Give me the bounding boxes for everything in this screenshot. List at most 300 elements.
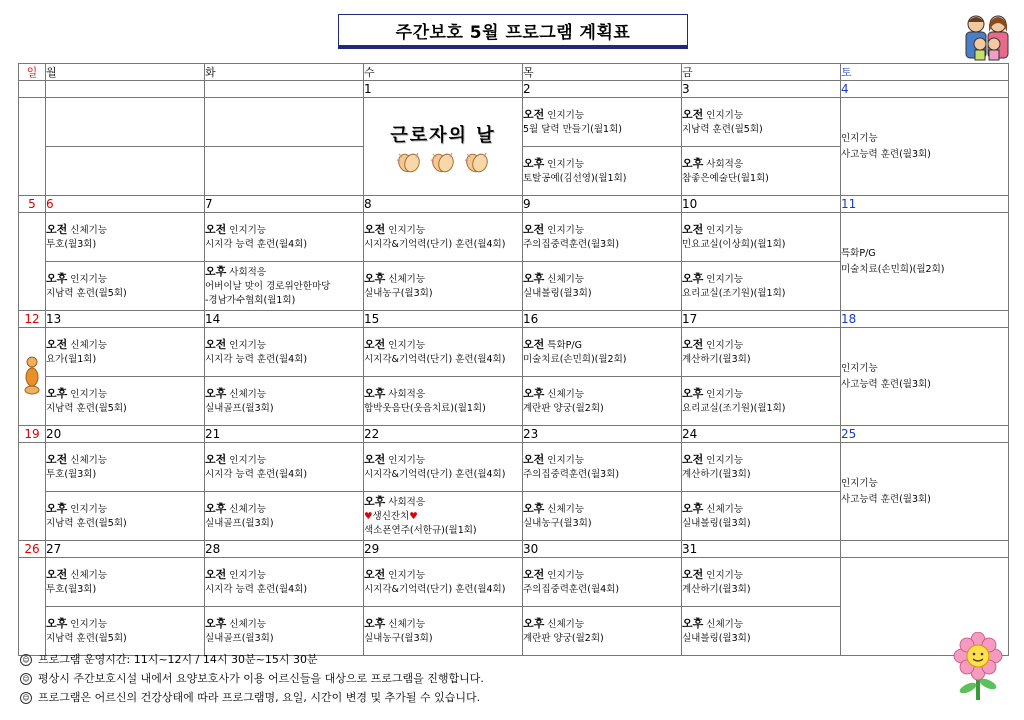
program-name (364, 402, 522, 416)
time-label: 오전 (523, 567, 545, 581)
program-title: 시지각 능력 훈련(월4회) (205, 353, 308, 365)
weekday-tue: 화 (205, 64, 364, 81)
program-heading (682, 502, 840, 517)
program-title: 실내농구(월3회) (523, 517, 592, 529)
time-label: 오후 (523, 501, 545, 515)
program-title: 시지각 능력 훈련(월4회) (205, 238, 308, 250)
program-heading (46, 568, 204, 583)
time-label: 오전 (46, 337, 68, 351)
program-title: 계란판 양궁(월2회) (523, 402, 604, 414)
morning-program (364, 213, 523, 262)
program-category: 인지기능 (706, 339, 744, 351)
time-label: 오전 (46, 222, 68, 236)
afternoon-program (682, 262, 841, 311)
program-title: 5월 달력 만들기(월1회) (523, 123, 622, 135)
program-category: 사회적응 (388, 388, 426, 400)
program-category: 인지기능 (229, 454, 267, 466)
time-label: 오후 (682, 271, 704, 285)
program-category: 인지기능 (547, 569, 585, 581)
time-label: 오후 (205, 501, 227, 515)
heart-icon: ♥ (364, 510, 373, 522)
program-name (46, 468, 204, 482)
time-label: 오후 (523, 386, 545, 400)
program-name (682, 632, 840, 646)
date-number: 10 (682, 196, 841, 213)
program-title: 사고능력 훈련(월3회) (841, 493, 931, 505)
program-category: 신체기능 (70, 454, 108, 466)
program-name (46, 238, 204, 252)
program-title: 계산하기(월3회) (682, 468, 751, 480)
program-heading (46, 502, 204, 517)
morning-program (682, 98, 841, 147)
program-heading (364, 272, 522, 287)
program-detail: 색소폰연주(서한규)(월1회) (364, 524, 477, 536)
flower-icon (948, 632, 1008, 702)
program-name (205, 517, 363, 531)
clapping-hands-icon (464, 151, 490, 173)
program-name (682, 402, 840, 416)
program-heading (46, 223, 204, 238)
program-heading (205, 223, 363, 238)
program-heading (364, 617, 522, 632)
saturday-program (841, 213, 1009, 311)
program-heading (364, 338, 522, 353)
program-name (523, 172, 681, 186)
sunday-cell (19, 328, 46, 426)
program-category: 신체기능 (706, 503, 744, 515)
program-category: 신체기능 (388, 273, 426, 285)
program-heading (682, 108, 840, 123)
program-category: 인지기능 (706, 454, 744, 466)
program-name (682, 468, 840, 482)
program-heading (205, 338, 363, 353)
program-title: 시지각&기억력(단기) 훈련(월4회) (364, 353, 506, 365)
program-title: 계란판 양궁(월2회) (523, 632, 604, 644)
note-item (20, 688, 484, 707)
weekday-mon: 월 (46, 64, 205, 81)
afternoon-program (46, 377, 205, 426)
program-name (682, 123, 840, 137)
date-number: 2 (523, 81, 682, 98)
note-item (20, 669, 484, 688)
program-category: 인지기능 (706, 388, 744, 400)
time-label: 오전 (46, 452, 68, 466)
empty-cell (46, 98, 205, 147)
program-name (364, 583, 522, 597)
afternoon-program (364, 377, 523, 426)
page-title: 주간보호 5월 프로그램 계획표 (338, 14, 688, 49)
program-category: 인지기능 (547, 454, 585, 466)
date-number (46, 81, 205, 98)
program-title: 실내골프(월3회) (205, 632, 274, 644)
program-category: 인지기능 (229, 339, 267, 351)
time-label: 오후 (364, 271, 386, 285)
weekday-sat: 토 (841, 64, 1009, 81)
date-number: 6 (46, 196, 205, 213)
afternoon-program (523, 377, 682, 426)
afternoon-program (205, 262, 364, 311)
program-category: 인지기능 (388, 569, 426, 581)
program-category: 인지기능 (841, 362, 878, 374)
date-number: 15 (364, 311, 523, 328)
date-number (205, 81, 364, 98)
program-category: 신체기능 (70, 569, 108, 581)
program-name (523, 468, 681, 482)
time-label: 오전 (682, 222, 704, 236)
morning-program (523, 328, 682, 377)
notes (20, 650, 484, 707)
program-category: 인지기능 (547, 109, 585, 121)
program-title: 시지각&기억력(단기) 훈련(월4회) (364, 468, 506, 480)
time-label: 오전 (205, 452, 227, 466)
program-category: 인지기능 (841, 477, 878, 489)
program-heading (682, 568, 840, 583)
program-heading (205, 617, 363, 632)
program-heading (364, 453, 522, 468)
program-heading (682, 617, 840, 632)
morning-program (682, 443, 841, 492)
program-heading (523, 568, 681, 583)
program-title: 시지각 능력 훈련(월4회) (205, 583, 308, 595)
smiley-icon: ☺ (20, 654, 32, 666)
note-text: 프로그램 운영시간: 11시~12시 / 14시 30분~15시 30분 (38, 653, 318, 666)
weekday-sun: 일 (19, 64, 46, 81)
time-label: 오전 (205, 567, 227, 581)
afternoon-program (682, 607, 841, 656)
morning-row (19, 328, 1009, 377)
program-heading (523, 617, 681, 632)
program-category: 사회적응 (229, 266, 267, 278)
date-number: 31 (682, 541, 841, 558)
date-number: 9 (523, 196, 682, 213)
date-number: 5 (19, 196, 46, 213)
program-name (364, 510, 522, 524)
afternoon-program (364, 262, 523, 311)
morning-program (205, 328, 364, 377)
program-category: 신체기능 (229, 618, 267, 630)
time-label: 오후 (364, 494, 386, 508)
morning-program (205, 213, 364, 262)
time-label: 오후 (523, 616, 545, 630)
date-number: 20 (46, 426, 205, 443)
saturday-program (841, 98, 1009, 196)
program-category: 인지기능 (547, 158, 585, 170)
afternoon-program (523, 147, 682, 196)
program-heading (523, 272, 681, 287)
program-heading (205, 265, 363, 280)
program-category: 인지기능 (70, 618, 108, 630)
afternoon-program (364, 492, 523, 541)
program-heading (523, 453, 681, 468)
program-name (523, 402, 681, 416)
program-title: 지남력 훈련(월5회) (46, 517, 127, 529)
saturday-program (841, 443, 1009, 541)
time-label: 오후 (205, 264, 227, 278)
program-name (364, 353, 522, 367)
morning-row (19, 213, 1009, 262)
time-label: 오후 (682, 501, 704, 515)
program-category: 신체기능 (547, 273, 585, 285)
program-heading (364, 223, 522, 238)
time-label: 오전 (364, 567, 386, 581)
time-label: 오전 (523, 107, 545, 121)
program-heading (682, 272, 840, 287)
time-label: 오후 (364, 616, 386, 630)
program-title: 요가(월1회) (46, 353, 97, 365)
date-number: 26 (19, 541, 46, 558)
program-name (523, 583, 681, 597)
program-name (46, 632, 204, 646)
date-number: 14 (205, 311, 364, 328)
date-number: 7 (205, 196, 364, 213)
morning-program (364, 558, 523, 607)
afternoon-program (682, 492, 841, 541)
program-category: 인지기능 (70, 503, 108, 515)
morning-program (364, 328, 523, 377)
clapping-hands-icon (396, 151, 422, 173)
program-category: 인지기능 (229, 569, 267, 581)
program-name (682, 238, 840, 252)
program-title: 계산하기(월3회) (682, 583, 751, 595)
program-title: 실내농구(월3회) (364, 632, 433, 644)
program-title: 실내볼링(월3회) (523, 287, 592, 299)
program-title: 미술치료(손민희)(월2회) (841, 263, 945, 275)
smiley-icon: ☺ (20, 692, 32, 704)
program-name (682, 353, 840, 367)
time-label: 오전 (523, 222, 545, 236)
program-title: 지남력 훈련(월5회) (46, 402, 127, 414)
program-title: 실내볼링(월3회) (682, 517, 751, 529)
program-category: 신체기능 (706, 618, 744, 630)
program-title: 시지각&기억력(단기) 훈련(월4회) (364, 583, 506, 595)
date-number (19, 81, 46, 98)
program-title: 계산하기(월3회) (682, 353, 751, 365)
date-number: 18 (841, 311, 1009, 328)
program-title: 주의집중력훈련(월3회) (523, 468, 620, 480)
clapping-hands-icon (430, 151, 456, 173)
program-heading (205, 502, 363, 517)
program-name (46, 287, 204, 301)
empty-cell (205, 98, 364, 147)
program-name (523, 517, 681, 531)
time-label: 오전 (682, 337, 704, 351)
program-category: 인지기능 (70, 388, 108, 400)
program-heading (682, 338, 840, 353)
smiley-icon: ☺ (20, 673, 32, 685)
program-title: 실내골프(월3회) (205, 402, 274, 414)
note-item (20, 650, 484, 669)
date-number: 24 (682, 426, 841, 443)
program-name (682, 287, 840, 301)
program-heading (46, 453, 204, 468)
sunday-cell (19, 443, 46, 541)
morning-program (46, 213, 205, 262)
morning-program (523, 98, 682, 147)
date-number: 17 (682, 311, 841, 328)
time-label: 오전 (364, 337, 386, 351)
program-heading (523, 338, 681, 353)
program-name (205, 583, 363, 597)
time-label: 오전 (364, 452, 386, 466)
program-heading (523, 108, 681, 123)
morning-program (523, 558, 682, 607)
date-number: 4 (841, 81, 1009, 98)
clapping-hands-icons (364, 151, 522, 173)
date-row (19, 426, 1009, 443)
program-heading (46, 617, 204, 632)
time-label: 오후 (682, 616, 704, 630)
program-name (364, 632, 522, 646)
program-name (523, 632, 681, 646)
program-category: 인지기능 (706, 109, 744, 121)
family-icon (960, 12, 1014, 62)
program-category: 신체기능 (70, 339, 108, 351)
afternoon-program (46, 492, 205, 541)
morning-program (46, 328, 205, 377)
date-number: 16 (523, 311, 682, 328)
afternoon-program (205, 377, 364, 426)
date-row (19, 196, 1009, 213)
program-title: 미술치료(손민희)(월2회) (523, 353, 627, 365)
program-heading (205, 453, 363, 468)
program-heading (205, 387, 363, 402)
program-name (523, 287, 681, 301)
weekday-fri: 금 (682, 64, 841, 81)
time-label: 오후 (364, 386, 386, 400)
program-name (46, 517, 204, 531)
program-category: 신체기능 (388, 618, 426, 630)
program-heading (682, 453, 840, 468)
program-heading (46, 338, 204, 353)
afternoon-program (205, 492, 364, 541)
program-category: 사회적응 (706, 158, 744, 170)
program-name (46, 353, 204, 367)
time-label: 오후 (682, 156, 704, 170)
date-number: 11 (841, 196, 1009, 213)
empty-cell (46, 147, 205, 196)
sunday-cell (19, 213, 46, 311)
date-number: 27 (46, 541, 205, 558)
afternoon-program (46, 262, 205, 311)
time-label: 오후 (523, 156, 545, 170)
time-label: 오전 (205, 337, 227, 351)
time-label: 오전 (205, 222, 227, 236)
time-label: 오전 (682, 567, 704, 581)
program-heading (523, 223, 681, 238)
date-number: 1 (364, 81, 523, 98)
program-name (523, 123, 681, 137)
program-category: 특화P/G (547, 339, 582, 351)
time-label: 오후 (46, 616, 68, 630)
program-title: 생신잔치 (372, 510, 410, 522)
program-name (46, 402, 204, 416)
date-number: 22 (364, 426, 523, 443)
weekday-header-row (19, 64, 1009, 81)
program-title: 민요교실(이상희)(월1회) (682, 238, 786, 250)
date-number: 13 (46, 311, 205, 328)
date-row (19, 81, 1009, 98)
holiday-cell (364, 98, 523, 196)
program-title: 투호(월3회) (46, 468, 97, 480)
morning-program (46, 443, 205, 492)
afternoon-program (523, 607, 682, 656)
date-row (19, 541, 1009, 558)
program-category: 신체기능 (547, 503, 585, 515)
date-number: 8 (364, 196, 523, 213)
program-heading (523, 387, 681, 402)
heart-icon: ♥ (409, 510, 418, 522)
program-title: 실내볼링(월3회) (682, 632, 751, 644)
time-label: 오후 (46, 386, 68, 400)
afternoon-program (682, 147, 841, 196)
program-title: 사고능력 훈련(월3회) (841, 378, 931, 390)
program-heading (364, 495, 522, 510)
program-category: 인지기능 (706, 224, 744, 236)
note-text: 프로그램은 어르신의 건강상태에 따라 프로그램명, 요일, 시간이 변경 및 추가될 수 있습니다. (38, 691, 481, 704)
program-name (364, 468, 522, 482)
program-heading (682, 387, 840, 402)
program-heading (523, 157, 681, 172)
program-title: 어버이날 맞이 경로위안한마당 (205, 280, 331, 292)
program-name (682, 583, 840, 597)
program-title: 지남력 훈련(월5회) (682, 123, 763, 135)
time-label: 오후 (205, 616, 227, 630)
program-name (364, 238, 522, 252)
program-title: 요리교실(조기원)(월1회) (682, 287, 786, 299)
morning-program (682, 328, 841, 377)
time-label: 오전 (46, 567, 68, 581)
program-heading (364, 387, 522, 402)
date-row (19, 311, 1009, 328)
program-category: 인지기능 (388, 454, 426, 466)
time-label: 오후 (523, 271, 545, 285)
morning-row (19, 98, 1009, 147)
afternoon-program (364, 607, 523, 656)
program-name (682, 172, 840, 186)
morning-program (205, 558, 364, 607)
program-heading (46, 387, 204, 402)
program-title: 합박웃음단(웃음치료)(월1회) (364, 402, 486, 414)
program-title: 시지각 능력 훈련(월4회) (205, 468, 308, 480)
date-number (841, 541, 1009, 558)
afternoon-program (205, 607, 364, 656)
program-category: 인지기능 (388, 339, 426, 351)
program-heading (523, 502, 681, 517)
date-number: 12 (19, 311, 46, 328)
morning-program (682, 558, 841, 607)
morning-row (19, 443, 1009, 492)
afternoon-program (523, 492, 682, 541)
weekday-thu: 목 (523, 64, 682, 81)
program-name (205, 632, 363, 646)
program-name (205, 238, 363, 252)
time-label: 오후 (682, 386, 704, 400)
program-heading (364, 568, 522, 583)
sunday-cell (19, 558, 46, 656)
program-name (205, 280, 363, 294)
program-title: 실내농구(월3회) (364, 287, 433, 299)
buddha-icon (24, 355, 40, 395)
program-category: 신체기능 (229, 388, 267, 400)
program-heading (682, 157, 840, 172)
afternoon-program (523, 262, 682, 311)
program-name (205, 353, 363, 367)
afternoon-program (682, 377, 841, 426)
program-title: 주의집중력훈련(월3회) (523, 238, 620, 250)
time-label: 오전 (523, 337, 545, 351)
program-name (523, 238, 681, 252)
time-label: 오후 (46, 501, 68, 515)
